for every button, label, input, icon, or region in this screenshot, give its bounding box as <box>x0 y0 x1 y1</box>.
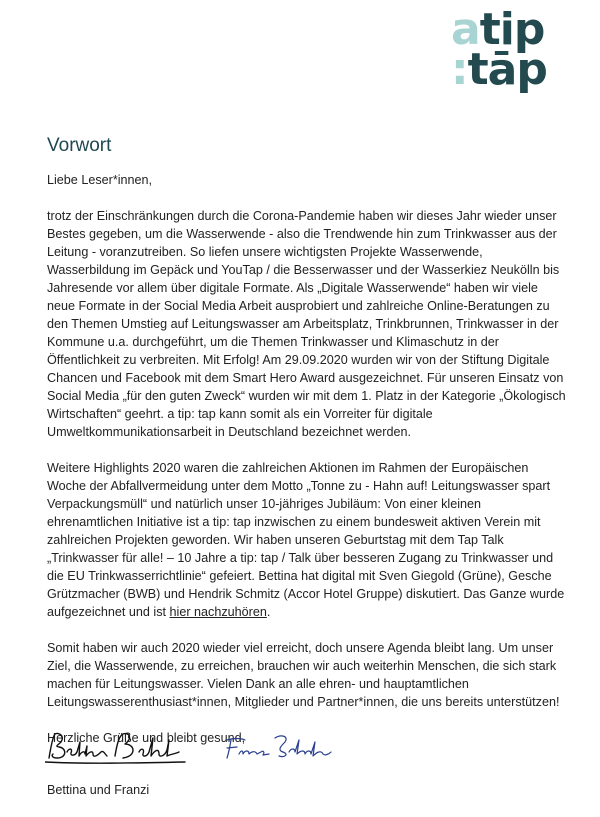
recording-link[interactable]: hier nachzuhören <box>169 605 267 619</box>
signatures <box>45 728 365 768</box>
paragraph-2 <box>47 459 567 621</box>
paragraph-1: trotz der Einschränkungen durch die Corona-Pandemie haben wir dieses Jahr wieder unser Bestes gegeben, um die Wasserwende - also die Trendwende hin zum Trinkwasser aus der Leitung - voranzutreiben. So liefen unsere wichtigsten Projekte Wasserwende, Wasserbildung im Gepäck und YouTap / die Besserwasser und der Wasserkiez Neukölln bis Jahresende vor allem über digitale Formate. Als „Digitale Wasserwende“ haben wir viele neue Formate in der Social Media Arbeit ausprobiert und zahlreiche Online-Beratungen zu den Themen Umstieg auf Leitungswasser am Arbeitsplatz, Trinkbrunnen, Trinkwasser in der Kommune u.a. durchgeführt, um die Themen Trinkwasser und Klimaschutz in der Öffentlichkeit zu verbreiten. Mit Erfolg! Am 29.09.2020 wurden wir von der Stiftung Digitale Chancen und Facebook mit dem Smart Hero Award ausgezeichnet. Für unseren Einsatz von Social Media „für den guten Zweck“ wurden wir mit dem 1. Platz in der Kategorie „Ökologisch Wirtschaften“ geehrt. a tip: tap kann somit als ein Vorreiter für digitale Umweltkommunikationsarbeit in Deutschland bezeichnet werden. <box>47 209 566 439</box>
paragraph-2-end: . <box>266 605 271 619</box>
atiptap-logo <box>451 4 563 96</box>
logo-line-top: atip <box>451 4 545 55</box>
signature-bettina <box>45 733 185 763</box>
paragraph-3: Somit haben wir auch 2020 wieder viel erreicht, doch unsere Agenda bleibt lang. Um unser Ziel, die Wasserwende, zu erreichen, brauchen wir auch weiterhin Menschen, die sich stark machen für Leitungswasser. Vielen Dank an alle ehren- und hauptamtlichen Leitungswasserenthusiast*innen, Mitglieder und Partner*innen, die uns bereits unterstützen! <box>47 641 560 709</box>
page-title: Vorwort <box>47 135 112 156</box>
greeting: Liebe Leser*innen, <box>47 173 153 187</box>
signature-franzi <box>227 736 331 758</box>
letter-body <box>47 171 567 765</box>
logo-line-bottom: :tāp <box>451 44 547 95</box>
closing-line: Herzliche Grüße und bleibt gesund, <box>47 731 246 745</box>
paragraph-2-text: Weitere Highlights 2020 waren die zahlreichen Aktionen im Rahmen der Europäischen Woche der Abfallvermeidung unter dem Motto „Tonne zu - Hahn auf! Leitungswasser spart Verpackungsmüll“ und natürlich unser 10-jähriges Jubiläum: Von einer kleinen ehrenamtlichen Initiative ist a tip: tap inzwischen zu einem bundesweit aktiven Verein mit zahlreichen Projekten geworden. Wir haben unseren Geburtstag mit dem Tap Talk „Trinkwasser für alle! – 10 Jahre a tip: tap / Talk über besseren Zugang zu Trinkwasser und die EU Trinkwasserrichtlinie“ gefeiert. Bettina hat digital mit Sven Giegold (Grüne), Gesche Grützmacher (BWB) und Hendrik Schmitz (Accor Hotel Gruppe) diskutiert. Das Ganze wurde aufgezeichnet und ist <box>47 461 565 619</box>
signoff-names: Bettina und Franzi <box>47 783 150 797</box>
signature-images <box>45 728 365 768</box>
